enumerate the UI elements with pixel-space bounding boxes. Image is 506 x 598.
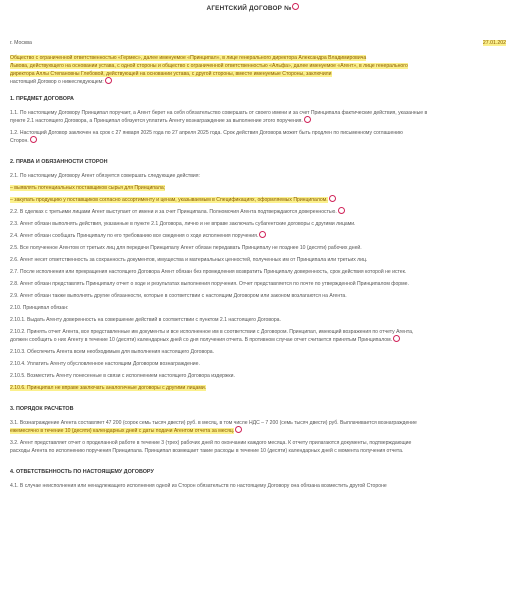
paragraph-line: [10, 269, 406, 275]
section-heading: 4. ОТВЕТСТВЕННОСТЬ ПО НАСТОЯЩЕМУ ДОГОВОРУ: [10, 469, 154, 475]
paragraph-line: [10, 361, 200, 367]
intro-line: [10, 55, 366, 61]
paragraph-line: [10, 420, 417, 426]
comment-marker-icon[interactable]: [292, 3, 299, 10]
paragraph-line: [10, 138, 37, 145]
line-text: 2.1. По настоящему Договору Агент обязуется совершать следующие действия:: [10, 173, 200, 179]
line-text: 2.2. В сделках с третьими лицами Агент выступает от имени и за счет Принципала. Полномочия Агента подтверждаются доверенностью.: [10, 209, 337, 215]
line-text: Общество с ограниченной ответственностью «Гермес», далее именуемое «Принципал», в лице генерального директора Александра Владимировича: [10, 55, 367, 61]
intro-line: [10, 79, 112, 86]
line-text: Львова, действующего на основании устава, с одной стороны и общество с ограниченной ответственностью «Альфа», далее именуемое «Агент», в лице генерального: [10, 63, 408, 69]
line-text: ежемесячно в течение 10 (десяти) календарных дней с даты подачи Агентом отчета за месяц.: [10, 428, 235, 434]
paragraph-line: [10, 440, 411, 446]
intro-line: [10, 63, 408, 69]
comment-marker-icon[interactable]: [393, 335, 400, 342]
paragraph-line: [10, 245, 362, 251]
comment-marker-icon[interactable]: [30, 136, 37, 143]
line-text: пункте 2.1 настоящего Договора, а Принципал обязуется уплатить Агенту вознаграждение за выполнение этого поручения.: [10, 118, 303, 124]
city-label: г. Москва: [10, 40, 32, 46]
comment-marker-icon[interactable]: [304, 116, 311, 123]
line-text: настоящий Договор о нижеследующем:: [10, 79, 104, 85]
paragraph-line: [10, 173, 200, 179]
line-text: расходы Агента по исполнению поручения Принципала. Принципал возмещает такие расходы в течение 10 (десяти) календарных дней с момента получения отчета.: [10, 448, 404, 454]
line-text: директора Аллы Степановны Глебовой, действующей на основании устава, с другой стороны, вместе именуемые Стороны, заключили: [10, 71, 332, 77]
paragraph-line: [10, 185, 165, 191]
comment-marker-icon[interactable]: [329, 195, 336, 202]
line-text: 1.2. Настоящий Договор заключен на срок с 27 января 2025 года по 27 апреля 2025 года. Срок действия Договора может быть продлен по письменному соглашению: [10, 130, 403, 136]
paragraph-line: [10, 197, 336, 204]
document-date: 27.01.202: [482, 40, 506, 46]
line-text: должен сообщить о них Агенту в течение 10 (десяти) календарных дней со дня получения отчета. В противном случае отчет считается принятым Принципалом.: [10, 337, 393, 343]
paragraph-line: [10, 233, 266, 240]
line-text: 2.10.3. Обеспечить Агента всем необходимым для выполнения настоящего Договора.: [10, 349, 215, 355]
line-text: 2.9. Агент обязан также выполнять другие обязанности, которые в соответствии с настоящим Договором или законом возлагаются на Агента.: [10, 293, 347, 299]
line-text: 2.6. Агент несет ответственность за сохранность документов, имущества и материальных ценностей, полученных им от Принципала или третьих лиц.: [10, 257, 368, 263]
comment-marker-icon[interactable]: [259, 231, 266, 238]
section-heading: 1. ПРЕДМЕТ ДОГОВОРА: [10, 96, 74, 102]
title-text: АГЕНТСКИЙ ДОГОВОР №: [206, 5, 292, 12]
document-title: [0, 5, 506, 12]
paragraph-line: [10, 428, 242, 435]
paragraph-line: [10, 221, 355, 227]
paragraph-line: [10, 257, 367, 263]
paragraph-line: [10, 448, 403, 454]
paragraph-line: [10, 118, 311, 125]
section-heading: 3. ПОРЯДОК РАСЧЕТОВ: [10, 406, 74, 412]
paragraph-line: [10, 373, 235, 379]
intro-line: [10, 71, 332, 77]
paragraph-line: [10, 349, 214, 355]
line-text: – выявлять потенциальных поставщиков сырья для Принципала;: [10, 185, 166, 191]
paragraph-line: [10, 385, 206, 391]
line-text: 2.10.1. Выдать Агенту доверенность на совершение действий в соответствии с пунктом 2.1 настоящего Договора.: [10, 317, 281, 323]
comment-marker-icon[interactable]: [338, 207, 345, 214]
paragraph-line: [10, 293, 347, 299]
line-text: 1.1. По настоящему Договору Принципал поручает, а Агент берет на себя обязательство совершать от своего имени и за счет Принципала фактические действия, указанные в: [10, 110, 428, 116]
line-text: 2.8. Агент обязан представлять Принципалу отчет о ходе и результатах выполнения поручения. Отчет представляется по почте по утвержденной Принципалом форме.: [10, 281, 409, 287]
paragraph-line: [10, 305, 68, 311]
line-text: 3.2. Агент представляет отчет о проделанной работе в течение 3 (трех) рабочих дней по окончании каждого месяца. К отчету прилагаются документы, подтверждающие: [10, 440, 412, 446]
line-text: 3.1. Вознаграждение Агента составляет 47 200 (сорок семь тысяч двести) руб. в месяц, в том числе НДС – 7 200 (семь тысяч двести) руб. Выплачивается вознаграждение: [10, 420, 417, 426]
line-text: 2.4. Агент обязан сообщать Принципалу по его требованию все сведения о ходе исполнения поручения.: [10, 233, 259, 239]
section-heading: 2. ПРАВА И ОБЯЗАННОСТИ СТОРОН: [10, 159, 108, 165]
paragraph-line: [10, 110, 427, 116]
paragraph-line: [10, 281, 409, 287]
line-text: 2.5. Все полученное Агентом от третьих лиц для передачи Принципалу Агент обязан передавать Принципалу не позднее 10 (десяти) рабочих дней.: [10, 245, 362, 251]
line-text: Сторон.: [10, 138, 29, 144]
comment-marker-icon[interactable]: [105, 77, 112, 84]
line-text: – закупать продукцию у поставщиков согласно ассортименту и ценам, указываемым в Спецификациях, оформляемых Принципалом.: [10, 197, 328, 203]
paragraph-line: [10, 130, 403, 136]
paragraph-line: [10, 329, 413, 335]
line-text: 4.1. В случае неисполнения или ненадлежащего исполнения одной из Сторон обязательств по настоящему Договору она обязана возместить другой Стороне: [10, 483, 387, 489]
line-text: 2.7. После исполнения или прекращения настоящего Договора Агент обязан без промедления возвратить Принципалу доверенность, срок действия которой не истек.: [10, 269, 407, 275]
comment-marker-icon[interactable]: [235, 426, 242, 433]
paragraph-line: [10, 317, 281, 323]
line-text: 2.10.2. Принять отчет Агента, все представленные им документы и все исполненное им в соответствии с Договором. Принципал, имеющий возражения по отчету Агента,: [10, 329, 414, 335]
paragraph-line: [10, 483, 387, 489]
line-text: 2.10.4. Уплатить Агенту обусловленное настоящим Договором вознаграждение.: [10, 361, 200, 367]
line-text: 2.10.6. Принципал не вправе заключать аналогичные договоры с другими лицами.: [10, 385, 207, 391]
paragraph-line: [10, 337, 400, 344]
paragraph-line: [10, 209, 345, 216]
line-text: 2.10.5. Возместить Агенту понесенные в связи с исполнением настоящего Договора издержки.: [10, 373, 235, 379]
line-text: 2.10. Принципал обязан:: [10, 305, 69, 311]
line-text: 2.3. Агент обязан выполнять действия, указанные в пункте 2.1 Договора, лично и не вправе заключать субагентские договоры с другими лицами.: [10, 221, 356, 227]
